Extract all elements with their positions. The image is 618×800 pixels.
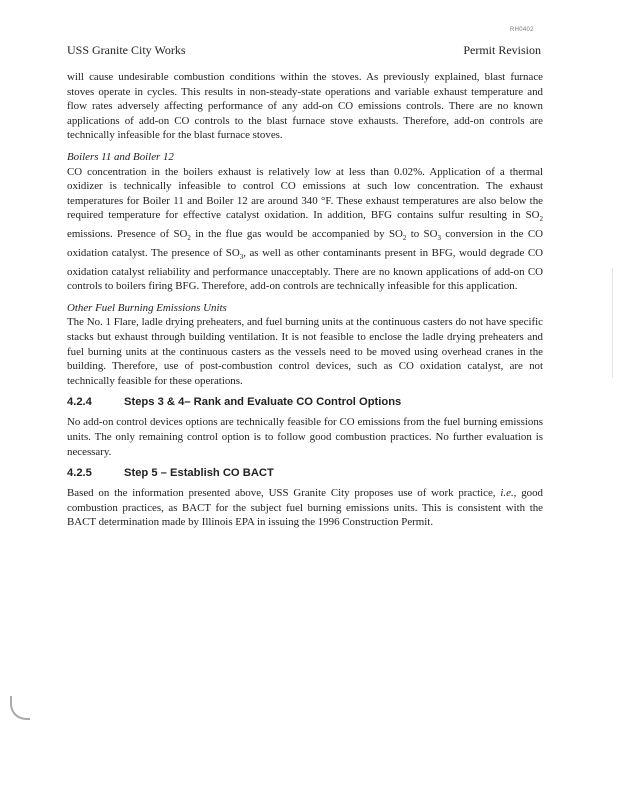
scan-edge-line — [612, 268, 613, 378]
text-run: conversion in the CO oxidation catalyst. The presence of SO — [67, 228, 543, 259]
header-document-title: Permit Revision — [463, 43, 541, 57]
text-run: CO concentration in the boilers exhaust is relatively low at less than 0.02%. Application of a thermal oxidizer is technically infeasible to control CO emissions at such low concentration. The exhaust temperatures for Boiler 11 and Boiler 12 are around 340 °F. These exhaust temperatures are also below the required temperature for effective catalyst oxidation. In addition, BFG contains sulfur resulting in SO — [67, 165, 543, 222]
subheading-other-units: Other Fuel Burning Emissions Units — [67, 301, 227, 314]
paragraph-other-units: The No. 1 Flare, ladle drying preheaters, and fuel burning units at the continuous casters do not have specific stacks but exhaust through building ventilation. It is not feasible to enclose the ladle drying preheaters and fuel burning units at the continuous casters as the vessels need to be moved using overhead cranes in the building. Therefore, use of post-combustion control devices, such as CO oxidation catalyst, are not technically feasible for these operations. — [67, 316, 543, 387]
text-run-italic: i.e. — [500, 487, 514, 500]
section-title: Steps 3 & 4– Rank and Evaluate CO Control Options — [124, 396, 402, 409]
document-body — [67, 70, 543, 530]
paragraph-establish-bact — [67, 486, 543, 530]
section-number: 4.2.5 — [67, 467, 92, 480]
header-facility-name: USS Granite City Works — [67, 43, 186, 57]
subscript: 2 — [187, 234, 191, 243]
paragraph-stoves: will cause undesirable combustion conditions within the stoves. As previously explained, blast furnace stoves operate in cycles. This results in non-steady-state operations and variable exhaust temperature and flow rates adversely affecting performance of any add-on CO emissions controls. There are no known applications of add-on CO controls to the blast furnace stove exhausts. Therefore, add-on controls are technically infeasible for the blast furnace stoves. — [67, 71, 543, 142]
text-run: in the flue gas would be accompanied by SO — [190, 228, 403, 241]
document-stamp: RH0402 — [510, 27, 534, 33]
section-heading-4-2-5 — [67, 467, 543, 479]
text-run: Based on the information presented above, USS Granite City proposes use of work practice, — [67, 487, 501, 500]
text-run: to SO — [406, 228, 438, 241]
section-heading-4-2-4 — [67, 396, 543, 408]
section-number: 4.2.4 — [67, 396, 92, 409]
text-run: , as well as other contaminants present in BFG, would degrade CO oxidation catalyst reliability and performance unacceptably. There are no known applications of add-on CO controls to boilers firing BFG. Therefore, add-on controls are technically infeasible for this application. — [67, 246, 543, 293]
paragraph-boilers — [67, 165, 543, 294]
section-title: Step 5 – Establish CO BACT — [124, 467, 274, 480]
subscript: 3 — [239, 253, 244, 262]
text-run: emissions. Presence of SO — [67, 228, 188, 241]
paragraph-rank-evaluate: No add-on control devices options are technically feasible for CO emissions from the fuel burning emissions units. The only remaining control option is to follow good combustion practices. No further evaluation is necessary. — [67, 416, 543, 458]
subscript: 2 — [402, 234, 407, 243]
subheading-boilers: Boilers 11 and Boiler 12 — [67, 150, 174, 163]
text-run: , good combustion practices, as BACT for the subject fuel burning emissions units. This is consistent with the BACT determination made by Illinois EPA in issuing the 1996 Construction Permit. — [67, 487, 543, 529]
subscript: 2 — [539, 215, 543, 224]
subscript: 3 — [437, 234, 441, 243]
binding-mark — [10, 696, 30, 720]
